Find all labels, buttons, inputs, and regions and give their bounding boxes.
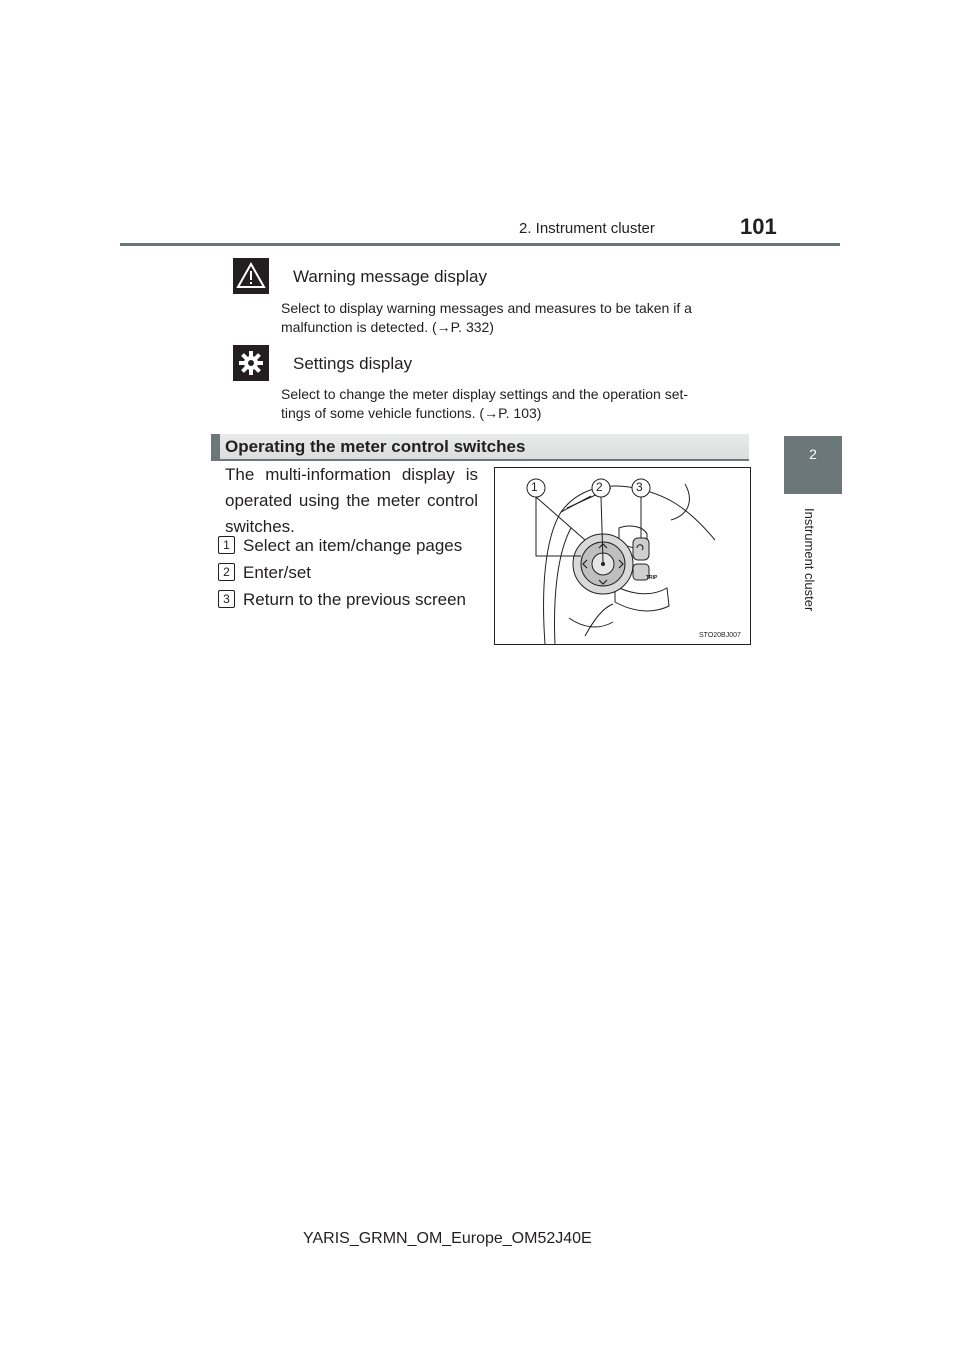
steering-switch-illustration bbox=[494, 467, 751, 645]
list-item-text: Select an item/change pages bbox=[243, 536, 463, 555]
figure-callout-1: 1 bbox=[531, 480, 538, 494]
section-title: Operating the meter control switches bbox=[225, 437, 526, 456]
description-line: Select to display warning messages and measures to be taken if a bbox=[281, 300, 692, 316]
header-divider bbox=[120, 243, 840, 246]
chapter-tab-label: Instrument cluster bbox=[802, 508, 817, 612]
page-number: 101 bbox=[740, 214, 777, 239]
figure-callout-3: 3 bbox=[636, 480, 643, 494]
intro-line: switches. bbox=[225, 517, 295, 536]
warning-message-display-title: Warning message display bbox=[293, 267, 488, 286]
list-number-badge: 1 bbox=[218, 536, 235, 554]
gear-icon bbox=[233, 345, 269, 381]
chapter-tab-number: 2 bbox=[809, 446, 817, 462]
list-number-badge: 3 bbox=[218, 590, 235, 608]
warning-message-display-description bbox=[281, 299, 744, 337]
trip-button-label: TRIP bbox=[646, 575, 658, 581]
section-intro bbox=[225, 462, 478, 540]
warning-triangle-icon bbox=[233, 258, 269, 294]
figure-callout-2: 2 bbox=[596, 480, 603, 494]
list-item-text: Return to the previous screen bbox=[243, 590, 467, 609]
description-line: Select to change the meter display settings and the operation set- bbox=[281, 386, 689, 402]
running-header-section: 2. Instrument cluster bbox=[519, 220, 655, 237]
chapter-tab bbox=[784, 436, 842, 494]
settings-display-description bbox=[281, 385, 744, 423]
description-line: malfunction is detected. (→P. 332) bbox=[281, 319, 494, 335]
document-id-footer: YARIS_GRMN_OM_Europe_OM52J40E bbox=[303, 1230, 592, 1247]
list-item-text: Enter/set bbox=[243, 563, 312, 582]
settings-display-title: Settings display bbox=[293, 354, 413, 373]
list-number-badge: 2 bbox=[218, 563, 235, 581]
section-header-marker bbox=[211, 434, 220, 461]
figure-code: STO20BJ007 bbox=[699, 632, 741, 639]
intro-line: operated using the meter control bbox=[225, 491, 478, 510]
intro-line: The multi-information display is bbox=[225, 465, 478, 484]
description-line: tings of some vehicle functions. (→P. 103) bbox=[281, 405, 542, 421]
